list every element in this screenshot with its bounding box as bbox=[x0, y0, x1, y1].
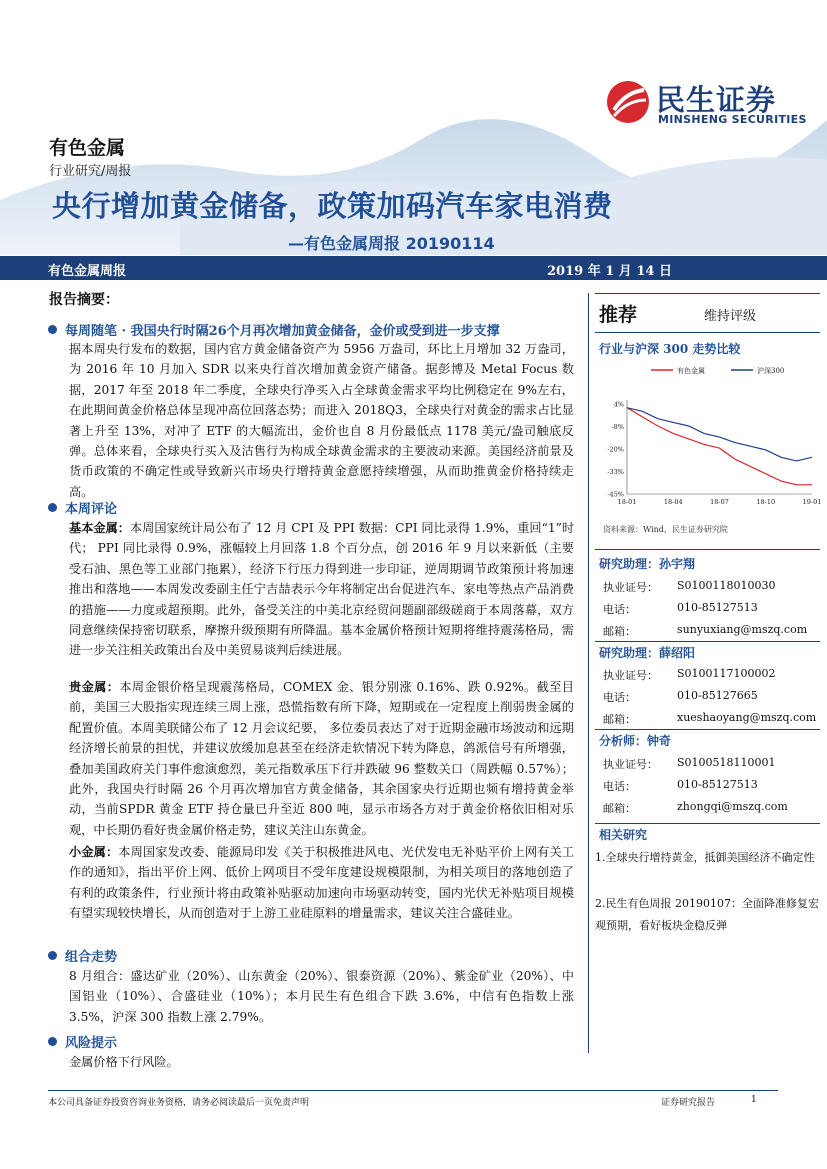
minor-metals-label: 小金属： bbox=[69, 845, 119, 859]
footer-rule bbox=[48, 1090, 778, 1091]
analyst-3-mail-label: 邮箱： bbox=[603, 802, 636, 815]
series-line-1 bbox=[627, 408, 812, 461]
analyst-3-phone-label: 电话： bbox=[603, 780, 636, 793]
analyst-2-cert-label: 执业证号： bbox=[603, 669, 658, 682]
analyst-2-cert: S0100117100002 bbox=[677, 667, 776, 680]
rating-top-rule bbox=[595, 293, 820, 294]
precious-metals-paragraph: 贵金属：本周金银价格呈现震荡格局，COMEX 金、银分别涨 0.16%、跌 0.92%。截至目前，美国三大股指实现连续三周上涨，恐慌指数有所下降，短期或在一定程度上削弱贵金属的配置价值。本周美联储公布了 12 月会议纪要， 多位委员表达了对于近期金融市场波动和远期经济增长前景的担忧，并建议放缓加息甚至在经济走软情况下转为降息，鸽派信号有所增强，叠加美国政府关门事件愈演愈烈，美元指数承压下行并跌破 96 整数关口（周跌幅 0.57%）；此外，我国央行时隔 26 个月再次增加官方黄金储备，其余国家央行近期也频有增持黄金举动，当前SPDR 黄金 ETF 持仓量已升至近 800 吨，显示市场各方对于黄金价格依旧相对乐观，中长期仍看好贵金属价格走势，建议关注山东黄金。 bbox=[69, 680, 574, 837]
x-tick-label: 18-10 bbox=[756, 498, 776, 506]
analyst-1-cert: S0100118010030 bbox=[677, 579, 776, 592]
analyst-3-title: 分析师：钟奇 bbox=[599, 734, 672, 748]
related-item-2[interactable]: 2.民生有色周报 20190107：全面降准修复宏观预期，看好板块金稳反弹 bbox=[595, 897, 819, 932]
series-line-0 bbox=[627, 408, 812, 485]
chart-axes bbox=[607, 400, 821, 506]
analyst-3-cert-label: 执业证号： bbox=[603, 758, 658, 771]
analyst-1-email[interactable]: sunyuxiang@mszq.com bbox=[677, 623, 808, 636]
abstract-label: 报告摘要： bbox=[49, 292, 119, 308]
page-number: 1 bbox=[751, 1095, 757, 1105]
analyst-1-cert-label: 执业证号： bbox=[603, 581, 658, 594]
legend-label-nonferrous: 有色金属 bbox=[677, 367, 705, 375]
section-portfolio-heading: 组合走势 bbox=[48, 946, 117, 965]
chart-heading: 行业与沪深 300 走势比较 bbox=[599, 342, 741, 356]
chart-source: 资料来源：Wind，民生证券研究院 bbox=[603, 525, 728, 534]
section-weekly-note-heading: 每周随笔 · 我国央行时隔26个月再次增加黄金储备，金价或受到进一步支撑 bbox=[48, 320, 500, 339]
chart-legend bbox=[651, 366, 784, 375]
rating-maintain: 维持评级 bbox=[704, 309, 757, 324]
logo-chinese: 民生证券 bbox=[656, 83, 777, 117]
analyst-1-mail-label: 邮箱： bbox=[603, 625, 636, 638]
risk-paragraph: 金属价格下行风险。 bbox=[69, 1055, 179, 1069]
analyst-1-title: 研究助理：孙宇翔 bbox=[599, 557, 696, 571]
bullet-icon bbox=[48, 951, 57, 960]
minor-metals-paragraph: 小金属：本周国家发改委、能源局印发《关于积极推进风电、光伏发电无补贴平价上网有关工作的通知》，指出平价上网、低价上网项目不受年度建设规模限制，为相关项目的落地创造了有利的政策条件，行业预计将由政策补贴驱动加速向市场驱动转变，国内光伏无补贴项目规模有望实现较快增长，从而创造对于上游工业硅原料的增量需求，建议关注合盛硅业。 bbox=[69, 845, 574, 921]
x-tick-label: 18-01 bbox=[617, 498, 637, 506]
band-report-name: 有色金属周报 bbox=[48, 264, 127, 279]
analyst-2-email[interactable]: xueshaoyang@mszq.com bbox=[677, 711, 817, 724]
bullet-icon bbox=[48, 503, 57, 512]
analyst-3-email[interactable]: zhongqi@mszq.com bbox=[677, 800, 788, 813]
y-tick-label: -20% bbox=[607, 445, 624, 454]
y-tick-label: 4% bbox=[613, 400, 624, 409]
section-risk-heading: 风险提示 bbox=[48, 1032, 117, 1051]
analyst-2-rule bbox=[595, 641, 820, 642]
analyst-2-title: 研究助理：薛绍阳 bbox=[599, 646, 696, 660]
x-tick-label: 19-01 bbox=[802, 498, 822, 506]
y-tick-label: -45% bbox=[607, 490, 624, 499]
analyst-3-cert: S0100518110001 bbox=[677, 756, 776, 769]
footer-disclaimer: 本公司具备证券投资咨询业务资格，请务必阅读最后一页免责声明 bbox=[48, 1098, 310, 1108]
y-tick-label: -33% bbox=[607, 468, 624, 476]
related-item-1[interactable]: 1.全球央行增持黄金，抵御美国经济不确定性 bbox=[595, 851, 815, 864]
report-title: 央行增加黄金储备，政策加码汽车家电消费 bbox=[52, 189, 613, 223]
logo-english: MINSHENG SECURITIES bbox=[658, 113, 807, 126]
weekly-note-paragraph: 据本周央行发布的数据，国内官方黄金储备资产为 5956 万盎司，环比上月增加 32 万盎司，为 2016 年 10 月加入 SDR 以来央行首次增加黄金资产储备。据彭博及 Metal Focus 数据，2017 年至 2018 年二季度，全球央行净买入占全球黄金需求平均比例稳定在 9%左右，在此期间黄金价格总体呈现冲高位回落态势；而进入 2018Q3，全球央行对黄金的需求占比显著上升至 13%，对冲了 ETF 的大幅流出，金价也自 8 月份最低点 1178 美元/盎司触底反弹。总体来看，全球央行买入及沽售行为构成全球黄金需求的主要波动来源。美国经济前景及货币政策的不确定性或导致新兴市场央行增持黄金意愿持续增强，从而助推黄金价格持续走高。 bbox=[69, 342, 574, 499]
document-type: 行业研究/周报 bbox=[49, 164, 132, 179]
related-heading: 相关研究 bbox=[599, 828, 648, 842]
precious-metals-label: 贵金属： bbox=[69, 680, 120, 694]
portfolio-paragraph: 8 月组合：盛达矿业（20%）、山东黄金（20%）、银泰资源（20%）、紫金矿业（20%）、中国铝业（10%）、合盛硅业（10%）；本月民生有色组合下跌 3.6%，中信有色指数上涨 3.5%，沪深 300 指数上涨 2.79%。 bbox=[69, 969, 574, 1024]
report-subtitle: —有色金属周报 20190114 bbox=[288, 234, 495, 253]
rating-label: 推荐 bbox=[599, 304, 638, 326]
band-report-date: 2019 年 1 月 14 日 bbox=[547, 264, 672, 279]
x-tick-label: 18-04 bbox=[663, 498, 683, 506]
analyst-2-mail-label: 邮箱： bbox=[603, 713, 636, 726]
base-metals-paragraph: 基本金属：本周国家统计局公布了 12 月 CPI 及 PPI 数据：CPI 同比录得 1.9%，重回“1”时代； PPI 同比录得 0.9%，涨幅较上月回落 1.8 个百分点，创 2016 年 9 月以来新低（主要受石油、黑色等工业部门拖累），经济下行压力得到进一步印证，逆周期调节政策预计将加速推出和落地——本周发改委副主任宁吉喆表示今年将制定出台促进汽车、家电等热点产品消费的措施——力度或超预期。此外，备受关注的中美北京经贸问题副部级磋商于本周落幕，双方同意继续保持密切联系，摩擦升级预期有所降温。基本金属价格预计短期将维持震荡格局，需进一步关注相关政策出台及中美贸易谈判后续进展。 bbox=[69, 521, 575, 658]
column-divider bbox=[588, 293, 589, 1053]
chart-series bbox=[627, 408, 812, 485]
analyst-1-rule bbox=[595, 549, 820, 550]
analyst-1-phone: 010-85127513 bbox=[677, 601, 758, 614]
analyst-2-phone: 010-85127665 bbox=[677, 689, 758, 702]
analyst-3-rule bbox=[595, 729, 820, 730]
legend-label-csi300: 沪深300 bbox=[757, 367, 785, 375]
minsheng-logo-icon bbox=[606, 80, 650, 124]
y-tick-label: -8% bbox=[611, 423, 624, 431]
chart-top-rule bbox=[595, 332, 820, 333]
sector-name: 有色金属 bbox=[49, 137, 126, 159]
footer-report-type: 证券研究报告 bbox=[661, 1098, 716, 1108]
analyst-2-phone-label: 电话： bbox=[603, 691, 636, 704]
bullet-icon bbox=[48, 1037, 57, 1046]
bullet-icon bbox=[48, 325, 57, 334]
analyst-3-phone: 010-85127513 bbox=[677, 778, 758, 791]
related-rule bbox=[595, 823, 820, 824]
analyst-1-phone-label: 电话： bbox=[603, 603, 636, 616]
performance-chart bbox=[597, 362, 822, 522]
base-metals-label: 基本金属： bbox=[69, 521, 130, 535]
section-review-heading: 本周评论 bbox=[48, 498, 117, 517]
x-tick-label: 18-07 bbox=[710, 498, 729, 506]
